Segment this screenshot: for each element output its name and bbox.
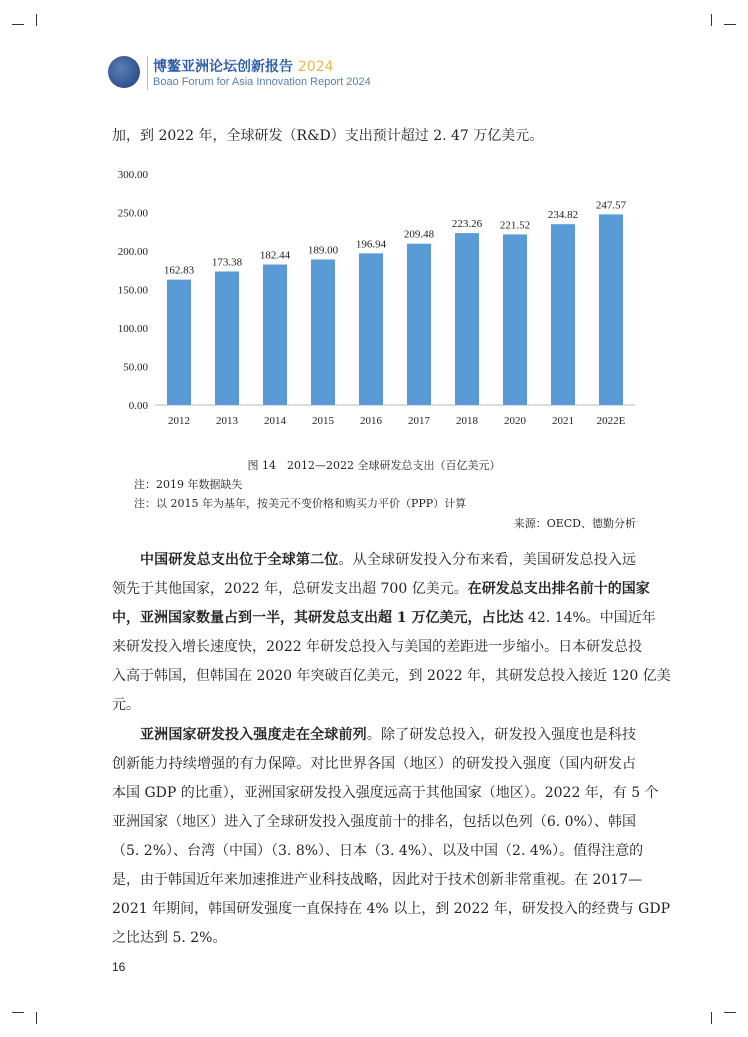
data-label: 189.00 (307, 244, 339, 257)
data-label: 209.48 (403, 228, 435, 241)
bar (551, 224, 575, 405)
text-segment: 之比达到 5. 2%。 (112, 930, 227, 946)
x-tick-label: 2021 (552, 415, 574, 427)
paragraph-1-line (112, 609, 656, 627)
crop-mark (724, 1012, 736, 1013)
paragraph-2-line (112, 929, 636, 947)
data-label: 162.83 (163, 264, 195, 277)
text-segment: 。除了研发总投入，研发投入强度也是科技 (366, 727, 637, 743)
y-tick-label: 250.00 (117, 207, 148, 220)
data-label: 234.82 (547, 209, 579, 222)
bar (407, 244, 431, 405)
header-year: 2024 (297, 59, 334, 75)
text-segment: 是，由于韩国近年来加速推进产业科技战略，因此对于技术创新非常重视。在 2017— (112, 872, 643, 888)
paragraph-2-line (112, 784, 659, 802)
y-tick-label: 150.00 (117, 284, 148, 297)
x-tick-label: 2020 (504, 415, 526, 427)
header-subtitle: Boao Forum for Asia Innovation Report 2024 (153, 76, 371, 88)
bar (263, 265, 287, 405)
bold-text: 亚洲国家研发投入强度走在全球前列 (140, 727, 367, 743)
paragraph-2-line (112, 900, 670, 918)
crop-mark (12, 24, 24, 25)
paragraph-1-line (140, 551, 636, 569)
bar-chart (100, 160, 640, 440)
paragraph-2-line (112, 871, 643, 889)
crop-mark (711, 1012, 712, 1024)
data-label: 182.44 (259, 249, 291, 262)
text-segment: 元。 (112, 697, 140, 713)
header-title-text: 博鳌亚洲论坛创新报告 (153, 59, 293, 75)
text-segment: 2021 年期间，韩国研发强度一直保持在 4% 以上，到 2022 年，研发投入的经费与 GDP (112, 901, 670, 917)
text-segment: 。从全球研发投入分布来看，美国研发总投入远 (338, 552, 637, 568)
data-label: 247.57 (595, 199, 627, 212)
bar (167, 280, 191, 405)
source-text: 来源：OECD、德勤分析 (513, 517, 636, 530)
text-segment: 本国 GDP 的比重），亚洲国家研发投入强度远高于其他国家（地区）。2022 年，有 5 个 (112, 785, 659, 801)
crop-mark (724, 24, 736, 25)
crop-mark (36, 14, 37, 26)
x-tick-label: 2016 (360, 415, 382, 427)
header-title (153, 56, 334, 76)
text-segment: 入高于韩国，但韩国在 2020 年突破百亿美元，到 2022 年，其研发总投入接近 120 亿美 (112, 668, 671, 684)
bar (455, 233, 479, 405)
globe-logo-icon (108, 56, 140, 88)
bar (215, 271, 239, 405)
paragraph-1-line (112, 638, 643, 656)
data-label: 223.26 (451, 218, 483, 231)
y-tick-label: 50.00 (123, 361, 148, 374)
y-tick-label: 300.00 (117, 169, 148, 181)
text-segment: 42. 14%。中国近年 (523, 610, 656, 626)
text-segment: 亚洲国家（地区）进入了全球研发投入强度前十的排名，包括以色列（6. 0%）、韩国 (112, 814, 636, 830)
x-tick-label: 2017 (408, 415, 430, 427)
text-segment: 来研发投入增长速度快，2022 年研发总投入与美国的差距进一步缩小。日本研发总投 (112, 639, 643, 655)
x-tick-label: 2018 (456, 415, 478, 427)
bold-text: 中国研发总支出位于全球第二位 (140, 552, 339, 568)
x-tick-label: 2014 (264, 415, 286, 427)
paragraph-1-line (112, 667, 671, 685)
text-segment: 创新能力持续增强的有力保障。对比世界各国（地区）的研发投入强度（国内研发占 (112, 756, 636, 772)
x-tick-label: 2015 (312, 415, 334, 427)
text-segment: 领先于其他国家，2022 年，总研发支出超 700 亿美元。 (112, 581, 468, 597)
bar (599, 214, 623, 405)
header-divider (147, 56, 148, 90)
y-tick-label: 100.00 (117, 323, 148, 335)
bold-text: 在研发总支出排名前十的国家 (467, 581, 650, 597)
text-segment: （5. 2%）、台湾（中国）（3. 8%）、日本（3. 4%）、以及中国（2. 4%）。值得注意的 (112, 843, 644, 859)
x-tick-label: 2022E (596, 415, 626, 427)
paragraph-1-line (112, 580, 650, 598)
intro-text: 加，到 2022 年，全球研发（R&D）支出预计超过 2. 47 万亿美元。 (112, 128, 544, 144)
bold-text: 中，亚洲国家数量占到一半，其研发总支出超 1 万亿美元，占比达 (112, 610, 524, 626)
paragraph-1-line (112, 696, 636, 714)
x-tick-label: 2013 (216, 415, 238, 427)
bar (311, 259, 335, 405)
y-tick-label: 200.00 (117, 246, 148, 258)
bar (359, 253, 383, 405)
note-1: 注：2019 年数据缺失 (134, 478, 243, 491)
crop-mark (36, 1012, 37, 1024)
crop-mark (711, 14, 712, 26)
y-tick-label: 0.00 (128, 400, 148, 412)
data-label: 173.38 (211, 256, 243, 269)
paragraph-2-line (112, 842, 644, 860)
page-number: 16 (112, 960, 126, 974)
paragraph-2-line (112, 813, 636, 831)
note-2: 注：以 2015 年为基年，按美元不变价格和购买力平价（PPP）计算 (134, 497, 467, 510)
figure-caption: 图 14 2012—2022 全球研发总支出（百亿美元） (247, 459, 501, 472)
paragraph-2-line (112, 755, 636, 773)
x-tick-label: 2012 (168, 415, 190, 427)
crop-mark (12, 1012, 24, 1013)
data-label: 221.52 (499, 219, 531, 232)
bar (503, 234, 527, 405)
paragraph-2-line (140, 726, 636, 744)
data-label: 196.94 (355, 238, 387, 251)
